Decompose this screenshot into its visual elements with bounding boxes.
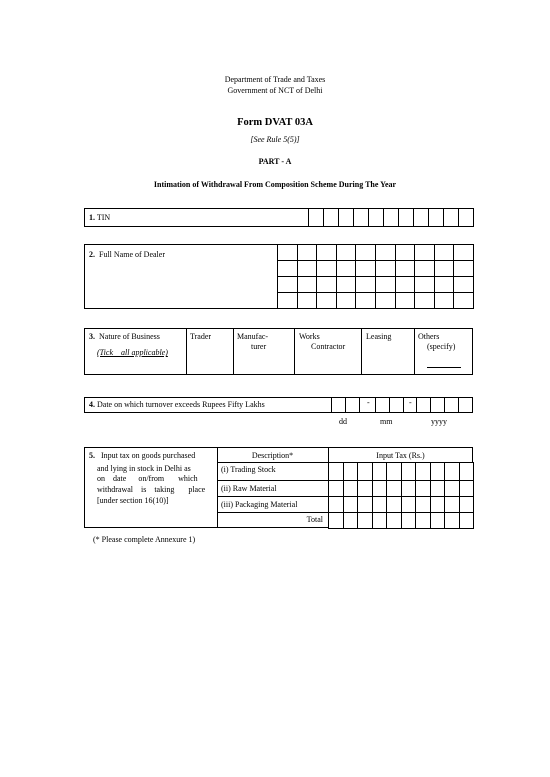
dealer-name-char-box[interactable] xyxy=(277,244,298,261)
input-tax-digit-box[interactable] xyxy=(401,462,417,481)
input-tax-digit-box[interactable] xyxy=(357,462,373,481)
divider xyxy=(414,328,415,375)
tin-digit-box[interactable] xyxy=(353,208,369,227)
option-works-contractor[interactable] xyxy=(299,332,359,352)
divider xyxy=(233,328,234,375)
input-tax-digit-box[interactable] xyxy=(415,496,431,513)
input-tax-label-line4: withdrawal is taking place xyxy=(97,485,206,494)
option-works-line2: Contractor xyxy=(311,342,346,351)
input-tax-digit-box[interactable] xyxy=(386,496,402,513)
dealer-name-char-box[interactable] xyxy=(414,292,435,309)
dealer-name-char-box[interactable] xyxy=(434,260,455,277)
dealer-name-char-box[interactable] xyxy=(277,276,298,293)
input-tax-digit-box[interactable] xyxy=(401,512,417,529)
dealer-name-char-box[interactable] xyxy=(453,244,474,261)
input-tax-digit-box[interactable] xyxy=(415,512,431,529)
form-subject: Intimation of Withdrawal From Composition Scheme During The Year xyxy=(153,180,397,189)
divider xyxy=(294,328,295,375)
input-tax-header: Input Tax (Rs.) xyxy=(376,451,425,460)
tin-digit-box[interactable] xyxy=(398,208,414,227)
input-tax-digit-box[interactable] xyxy=(328,462,344,481)
option-manufacturer-line2: turer xyxy=(251,342,267,351)
option-manufacturer-line1: Manufac- xyxy=(237,332,269,341)
section-number: 1. xyxy=(89,213,95,222)
tin-digit-box[interactable] xyxy=(443,208,459,227)
dealer-name-char-box[interactable] xyxy=(375,276,396,293)
tin-digit-box[interactable] xyxy=(428,208,444,227)
input-tax-digit-box[interactable] xyxy=(343,480,359,497)
input-tax-digit-box[interactable] xyxy=(430,512,446,529)
input-tax-digit-box[interactable] xyxy=(401,496,417,513)
section-number: 2. xyxy=(89,250,95,259)
dealer-name-label-text: Full Name of Dealer xyxy=(99,250,165,259)
date-label xyxy=(89,400,265,410)
input-tax-digit-box[interactable] xyxy=(386,512,402,529)
input-tax-digit-box[interactable] xyxy=(343,496,359,513)
input-tax-digit-box[interactable] xyxy=(357,496,373,513)
input-tax-digit-box[interactable] xyxy=(372,496,388,513)
dealer-name-char-box[interactable] xyxy=(453,276,474,293)
date-dd-label: dd xyxy=(339,417,347,426)
dealer-name-char-box[interactable] xyxy=(336,260,357,277)
option-others[interactable] xyxy=(418,332,470,352)
input-tax-digit-box[interactable] xyxy=(401,480,417,497)
nature-of-business-label xyxy=(89,332,160,342)
tin-label xyxy=(89,213,110,223)
total-label: Total xyxy=(306,515,323,524)
input-tax-digit-box[interactable] xyxy=(372,512,388,529)
dealer-name-char-box[interactable] xyxy=(355,292,376,309)
input-tax-digit-box[interactable] xyxy=(444,496,460,513)
input-tax-digit-box[interactable] xyxy=(357,480,373,497)
tin-digit-box[interactable] xyxy=(413,208,429,227)
option-works-line1: Works xyxy=(299,332,320,341)
department-name: Department of Trade and Taxes xyxy=(224,75,326,84)
dealer-name-char-box[interactable] xyxy=(355,276,376,293)
rule-reference: [See Rule 5(5)] xyxy=(250,135,300,144)
nature-of-business-label-text: Nature of Business xyxy=(99,332,160,341)
option-others-line1: Others xyxy=(418,332,440,341)
tin-digit-box[interactable] xyxy=(338,208,354,227)
dealer-name-char-box[interactable] xyxy=(355,260,376,277)
date-day-box[interactable] xyxy=(345,397,360,413)
dealer-name-char-box[interactable] xyxy=(395,260,416,277)
dealer-name-char-box[interactable] xyxy=(336,244,357,261)
dealer-name-char-box[interactable] xyxy=(375,260,396,277)
input-tax-digit-box[interactable] xyxy=(459,496,475,513)
input-tax-digit-box[interactable] xyxy=(386,480,402,497)
input-tax-digit-box[interactable] xyxy=(430,462,446,481)
dealer-name-char-box[interactable] xyxy=(277,292,298,309)
dealer-name-char-box[interactable] xyxy=(414,244,435,261)
date-month-box[interactable] xyxy=(375,397,390,413)
date-year-box[interactable] xyxy=(458,397,473,413)
input-tax-digit-box[interactable] xyxy=(459,462,475,481)
input-tax-digit-box[interactable] xyxy=(430,480,446,497)
input-tax-label xyxy=(89,451,217,461)
input-tax-digit-box[interactable] xyxy=(357,512,373,529)
input-tax-digit-box[interactable] xyxy=(343,512,359,529)
dealer-name-char-box[interactable] xyxy=(316,260,337,277)
option-manufacturer[interactable] xyxy=(237,332,291,352)
date-year-box[interactable] xyxy=(416,397,431,413)
input-tax-digit-box[interactable] xyxy=(343,462,359,481)
date-month-box[interactable] xyxy=(389,397,404,413)
dealer-name-label xyxy=(89,250,165,260)
input-tax-digit-box[interactable] xyxy=(459,480,475,497)
dealer-name-char-box[interactable] xyxy=(414,276,435,293)
section-number: 5. xyxy=(89,451,95,460)
dealer-name-char-box[interactable] xyxy=(316,292,337,309)
dealer-name-char-box[interactable] xyxy=(453,292,474,309)
dealer-name-char-box[interactable] xyxy=(375,244,396,261)
input-tax-label-line5: [under section 16(10)] xyxy=(97,496,169,505)
dealer-name-char-box[interactable] xyxy=(336,276,357,293)
date-mm-label: mm xyxy=(380,417,393,426)
row-raw-material: (ii) Raw Material xyxy=(221,484,277,493)
date-year-box[interactable] xyxy=(444,397,459,413)
dealer-name-char-box[interactable] xyxy=(414,260,435,277)
dealer-name-char-box[interactable] xyxy=(355,244,376,261)
date-year-box[interactable] xyxy=(430,397,445,413)
input-tax-digit-box[interactable] xyxy=(444,462,460,481)
dealer-name-char-box[interactable] xyxy=(297,244,318,261)
input-tax-label-line1: Input tax on goods purchased xyxy=(101,451,196,460)
government-name: Government of NCT of Delhi xyxy=(227,86,323,95)
input-tax-digit-box[interactable] xyxy=(386,462,402,481)
dealer-name-char-box[interactable] xyxy=(336,292,357,309)
dealer-name-char-box[interactable] xyxy=(434,276,455,293)
input-tax-label-line2: and lying in stock in Delhi as xyxy=(97,464,191,473)
date-separator: - xyxy=(367,398,370,407)
tick-note: (Tick all applicable) xyxy=(97,348,168,357)
input-tax-digit-box[interactable] xyxy=(430,496,446,513)
input-tax-digit-box[interactable] xyxy=(372,480,388,497)
input-tax-digit-box[interactable] xyxy=(328,496,344,513)
input-tax-digit-box[interactable] xyxy=(415,462,431,481)
row-trading-stock: (i) Trading Stock xyxy=(221,465,276,474)
tin-digit-box[interactable] xyxy=(323,208,339,227)
divider xyxy=(361,328,362,375)
input-tax-digit-box[interactable] xyxy=(415,480,431,497)
dealer-name-char-box[interactable] xyxy=(395,244,416,261)
tin-digit-box[interactable] xyxy=(308,208,324,227)
tin-digit-box[interactable] xyxy=(368,208,384,227)
divider xyxy=(186,328,187,375)
input-tax-digit-box[interactable] xyxy=(459,512,475,529)
dealer-name-char-box[interactable] xyxy=(434,244,455,261)
dealer-name-char-box[interactable] xyxy=(316,244,337,261)
input-tax-digit-box[interactable] xyxy=(444,512,460,529)
input-tax-digit-box[interactable] xyxy=(328,480,344,497)
dealer-name-char-box[interactable] xyxy=(453,260,474,277)
input-tax-digit-box[interactable] xyxy=(372,462,388,481)
date-separator: - xyxy=(409,398,412,407)
date-day-box[interactable] xyxy=(331,397,346,413)
dealer-name-char-box[interactable] xyxy=(316,276,337,293)
dealer-name-char-box[interactable] xyxy=(277,260,298,277)
part-label: PART - A xyxy=(258,157,292,166)
dealer-name-char-box[interactable] xyxy=(297,276,318,293)
row-packaging-material: (iii) Packaging Material xyxy=(221,500,298,509)
date-yyyy-label: yyyy xyxy=(431,417,447,426)
section-number: 3. xyxy=(89,332,95,341)
form-title: Form DVAT 03A xyxy=(237,117,313,128)
dealer-name-char-box[interactable] xyxy=(395,292,416,309)
others-specify-line[interactable] xyxy=(427,367,461,368)
dealer-name-char-box[interactable] xyxy=(375,292,396,309)
tin-label-text: TIN xyxy=(96,213,111,222)
dealer-name-char-box[interactable] xyxy=(297,292,318,309)
dealer-name-char-box[interactable] xyxy=(297,260,318,277)
input-tax-label-line3: on date on/from which xyxy=(97,474,198,483)
dealer-name-char-box[interactable] xyxy=(434,292,455,309)
option-trader[interactable]: Trader xyxy=(190,332,212,341)
tin-digit-box[interactable] xyxy=(458,208,474,227)
section-number: 4. xyxy=(89,400,95,409)
input-tax-digit-box[interactable] xyxy=(444,480,460,497)
option-leasing[interactable]: Leasing xyxy=(366,332,392,341)
tin-digit-box[interactable] xyxy=(383,208,399,227)
option-others-line2: (specify) xyxy=(427,342,456,351)
date-label-text: Date on which turnover exceeds Rupees Fifty Lakhs xyxy=(97,400,265,409)
description-header: Description* xyxy=(251,451,294,460)
footnote: (* Please complete Annexure 1) xyxy=(93,535,196,544)
dealer-name-char-box[interactable] xyxy=(395,276,416,293)
input-tax-digit-box[interactable] xyxy=(328,512,344,529)
